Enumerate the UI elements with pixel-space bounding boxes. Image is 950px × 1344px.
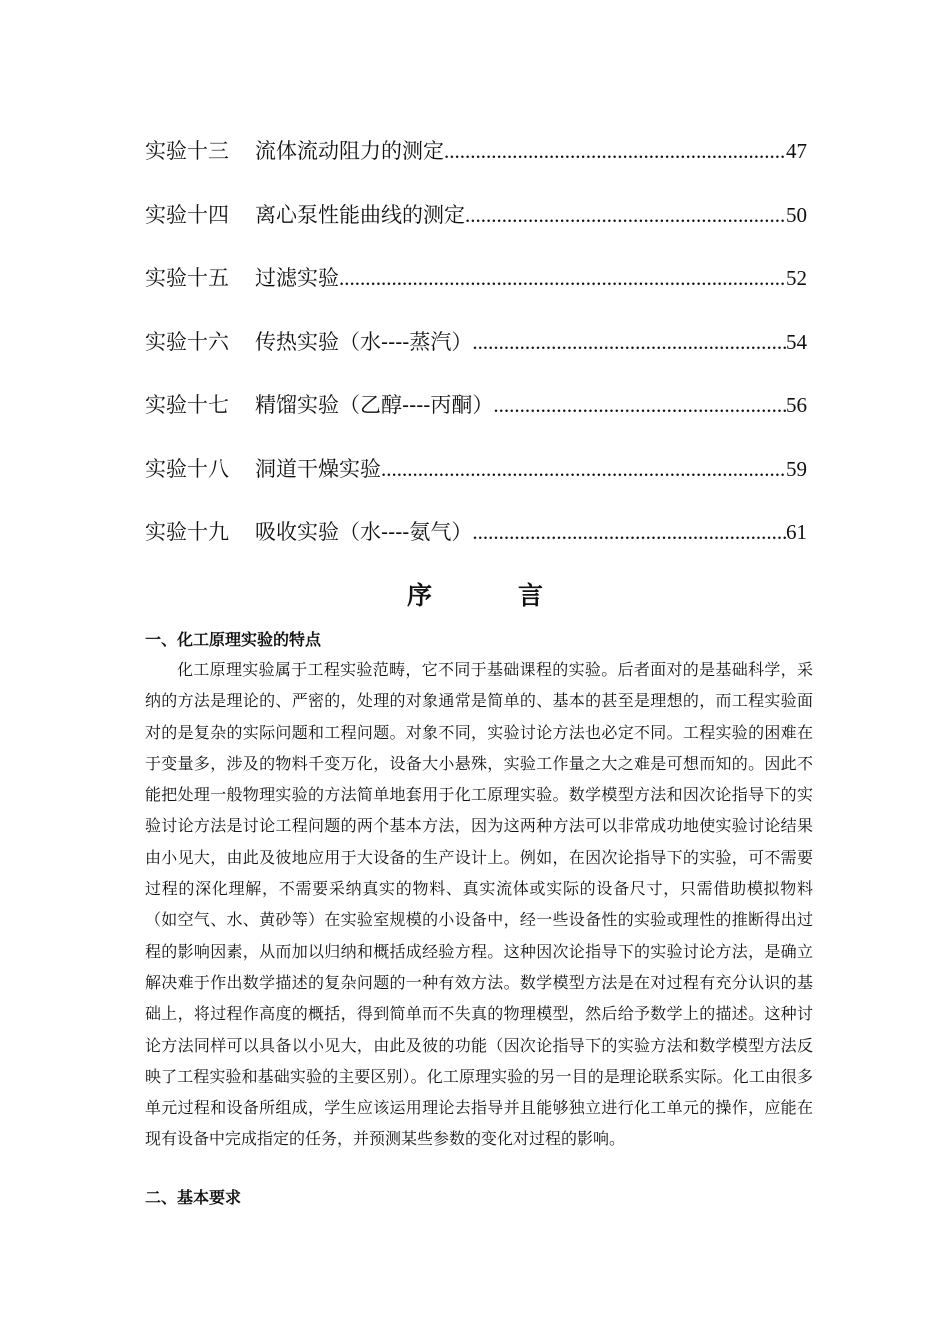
toc-entry-title: 流体流动阻力的测定: [255, 139, 444, 163]
toc-entry-number: 实验十三: [145, 139, 229, 163]
toc-entry-title: 吸收实验（水----氨气）: [255, 520, 473, 544]
toc-entry[interactable]: [145, 194, 807, 258]
toc-entry-page: 52: [786, 266, 807, 290]
toc-leader-dots: [472, 511, 786, 553]
preface-title-right: 言: [518, 581, 544, 610]
section-heading-1: 一、化工原理实验的特点: [145, 630, 322, 649]
toc-entry-page: 56: [786, 393, 807, 417]
toc-entry-title: 洞道干燥实验: [255, 456, 381, 481]
preface-title: [0, 576, 950, 612]
toc-entry-number: 实验十四: [145, 202, 229, 227]
toc-leader-dots: [465, 194, 786, 236]
section-1-body: 化工原理实验属于工程实验范畴，它不同于基础课程的实验。后者面对的是基础科学，采纳的方法是理论的、严密的，处理的对象通常是简单的、基本的甚至是理想的，而工程实验面对的是复杂的实际问题和工程问题。对象不同，实验讨论方法也必定不同。工程实验的困难在于变量多，涉及的物料千变万化，设备大小悬殊，实验工作量之大之难是可想而知的。因此不能把处理一般物理实验的方法简单地套用于化工原理实验。数学模型方法和因次论指导下的实验讨论方法是讨论工程问题的两个基本方法，因为这两种方法可以非常成功地使实验讨论结果由小见大，由此及彼地应用于大设备的生产设计上。例如，在因次论指导下的实验，可不需要过程的深化理解，不需要采纳真实的物料、真实流体或实际的设备尺寸，只需借助模拟物料（如空气、水、黄砂等）在实验室规模的小设备中，经一些设备性的实验或理性的推断得出过程的影响因素，从而加以归纳和概括成经验方程。这种因次论指导下的实验讨论方法，是确立解决难于作出数学描述的复杂问题的一种有效方法。数学模型方法是在对过程有充分认识的基础上，将过程作高度的概括，得到简单而不失真的物理模型，然后给予数学上的描述。这种讨论方法同样可以具备以小见大，由此及彼的功能（因次论指导下的实验方法和数学模型方法反映了工程实验和基础实验的主要区别）。化工原理实验的另一目的是理论联系实际。化工由很多单元过程和设备所组成，学生应该运用理论去指导并且能够独立进行化工单元的操作，应能在现有设备中完成指定的任务，并预测某些参数的变化对过程的影响。: [145, 660, 813, 1149]
toc-entry-title: 离心泵性能曲线的测定: [255, 202, 465, 227]
toc-entry-title: 传热实验（水----蒸汽）: [255, 329, 473, 354]
toc-entry[interactable]: [145, 384, 807, 448]
toc-entry-number: 实验十八: [145, 456, 229, 481]
toc-leader-dots: [472, 321, 786, 363]
toc-entry[interactable]: [145, 130, 807, 194]
toc-entry-page: 47: [786, 139, 807, 163]
toc-entry-number: 实验十六: [145, 329, 229, 354]
toc-entry-page: 59: [786, 456, 807, 481]
toc-entry-page: 50: [786, 202, 807, 227]
toc-entry[interactable]: [145, 321, 807, 385]
toc-entry-page: 61: [786, 520, 807, 544]
table-of-contents: [145, 130, 807, 575]
toc-entry-title: 过滤实验: [255, 266, 339, 290]
toc-leader-dots: [339, 257, 786, 299]
toc-entry-number: 实验十七: [145, 393, 229, 417]
section-heading-2: 二、基本要求: [145, 1188, 242, 1207]
toc-entry-page: 54: [786, 329, 807, 354]
toc-entry-number: 实验十九: [145, 520, 229, 544]
toc-entry[interactable]: [145, 448, 807, 512]
toc-leader-dots: [493, 384, 786, 426]
toc-entry[interactable]: [145, 511, 807, 575]
toc-leader-dots: [444, 130, 786, 172]
toc-entry[interactable]: [145, 257, 807, 321]
toc-entry-number: 实验十五: [145, 266, 229, 290]
preface-title-left: 序: [406, 581, 432, 610]
toc-leader-dots: [381, 448, 786, 490]
toc-entry-title: 精馏实验（乙醇----丙酮）: [255, 393, 494, 417]
